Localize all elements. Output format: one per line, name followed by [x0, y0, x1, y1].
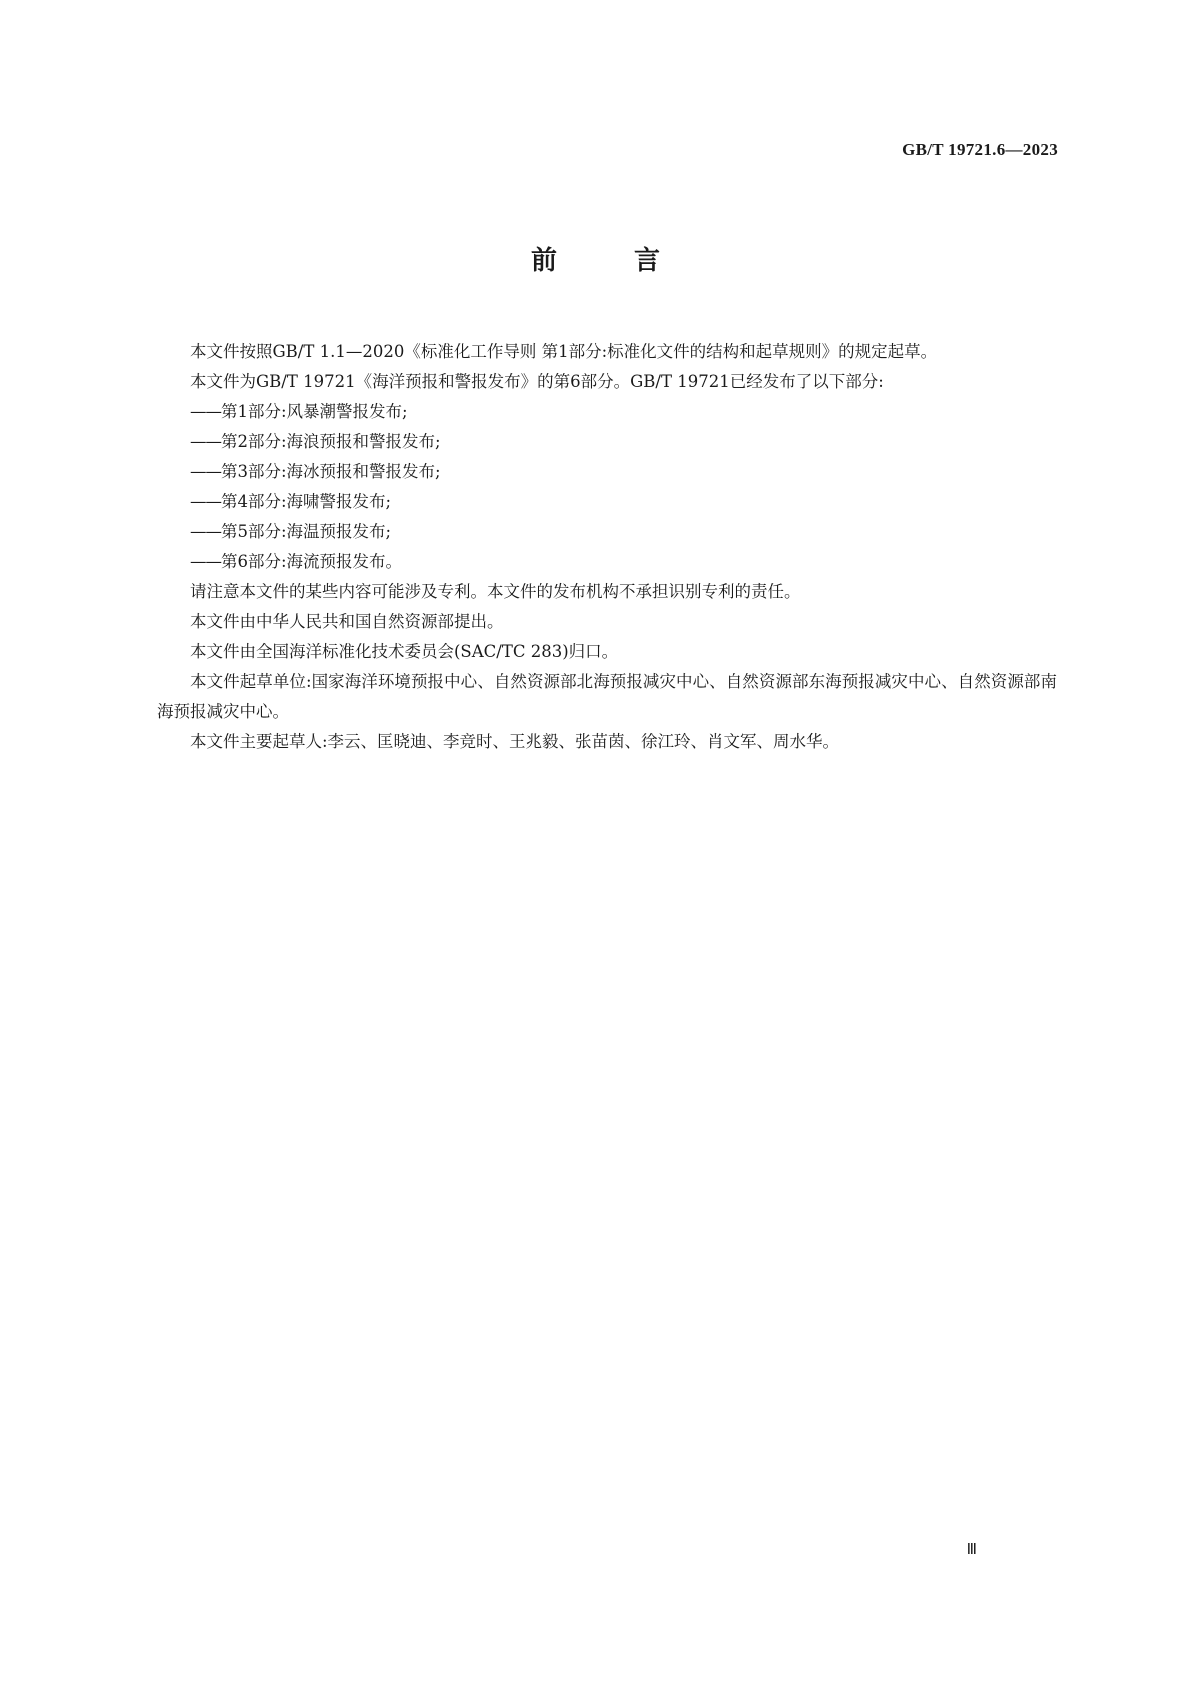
page-number: Ⅲ — [966, 1542, 977, 1558]
list-item-text: 第3部分:海冰预报和警报发布; — [221, 462, 441, 481]
paragraph-under-jurisdiction: 本文件由全国海洋标准化技术委员会(SAC/TC 283)归口。 — [190, 642, 619, 661]
list-item — [157, 547, 1057, 577]
list-item — [157, 457, 1057, 487]
list-item — [157, 397, 1057, 427]
list-dash: —— — [190, 402, 221, 421]
list-dash: —— — [190, 432, 221, 451]
paragraph-patent-notice: 请注意本文件的某些内容可能涉及专利。本文件的发布机构不承担识别专利的责任。 — [190, 582, 801, 601]
list-item-text: 第5部分:海温预报发布; — [221, 522, 392, 541]
paragraph-drafting-rule: 本文件按照GB/T 1.1—2020《标准化工作导则 第1部分:标准化文件的结构和起草规则》的规定起草。 — [190, 342, 938, 361]
list-dash: —— — [190, 492, 221, 511]
list-item — [157, 517, 1057, 547]
list-item — [157, 487, 1057, 517]
list-dash: —— — [190, 552, 221, 571]
list-item-text: 第4部分:海啸警报发布; — [221, 492, 392, 511]
list-item-text: 第1部分:风暴潮警报发布; — [221, 402, 408, 421]
list-item-text: 第2部分:海浪预报和警报发布; — [221, 432, 441, 451]
list-dash: —— — [190, 462, 221, 481]
foreword-body — [157, 337, 1057, 757]
paragraph-proposed-by: 本文件由中华人民共和国自然资源部提出。 — [190, 612, 504, 631]
list-item — [157, 427, 1057, 457]
paragraph-drafting-units: 本文件起草单位:国家海洋环境预报中心、自然资源部北海预报减灾中心、自然资源部东海预报减灾中心、自然资源部南海预报减灾中心。 — [157, 672, 1057, 721]
list-item-text: 第6部分:海流预报发布。 — [221, 552, 403, 571]
list-dash: —— — [190, 522, 221, 541]
page-title: 前 言 — [530, 246, 695, 276]
paragraph-series-intro: 本文件为GB/T 19721《海洋预报和警报发布》的第6部分。GB/T 19721已经发布了以下部分: — [190, 372, 884, 391]
standard-code: GB/T 19721.6—2023 — [902, 140, 1058, 159]
paragraph-drafters: 本文件主要起草人:李云、匡晓迪、李竞时、王兆毅、张苗茵、徐江玲、肖文军、周水华。 — [190, 732, 840, 751]
